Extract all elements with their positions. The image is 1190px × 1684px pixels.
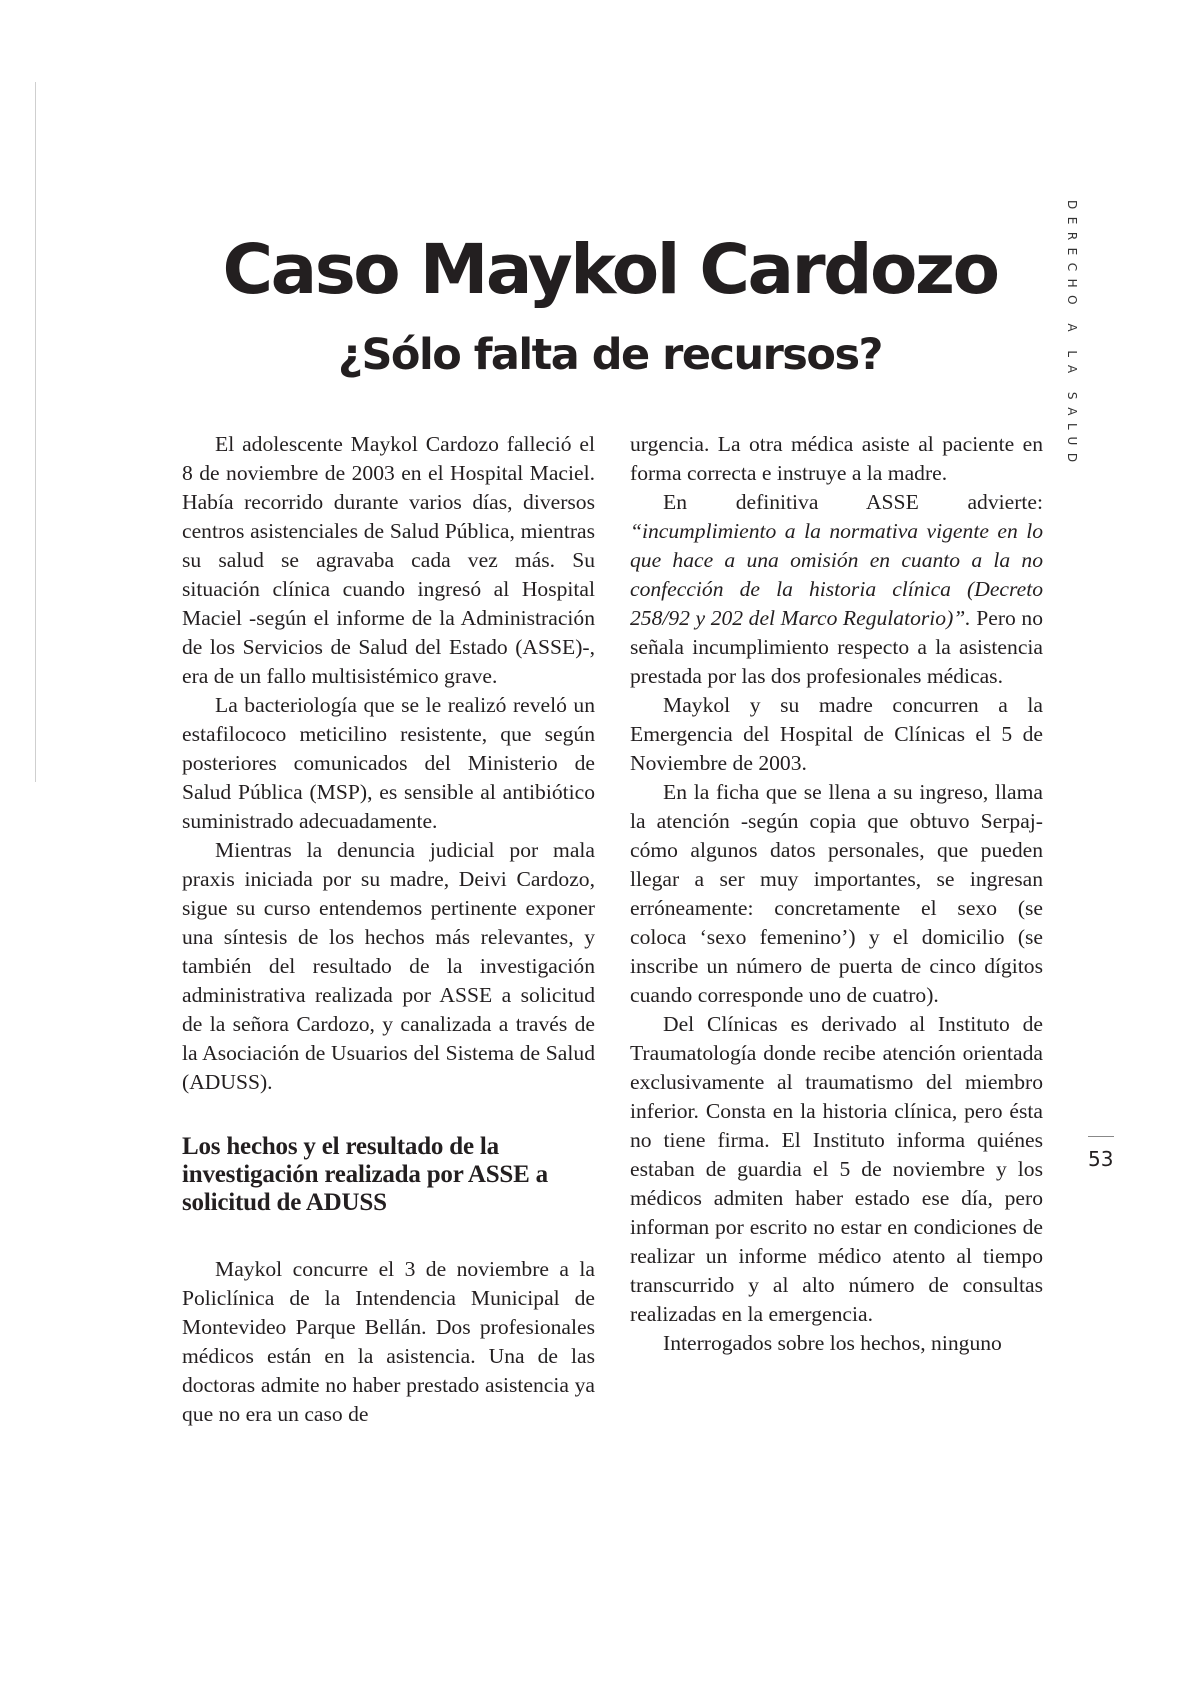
quote-tail: Pero no señala incumplimiento respecto a la asistencia prestada por las dos profesionales médicas. [630,606,1043,688]
paragraph: Interrogados sobre los hechos, ninguno [663,1331,1002,1355]
paragraph-with-quote [630,488,1043,691]
paragraph: Del Clínicas es derivado al Instituto de Traumatología donde recibe atención orientada exclusivamente al traumatismo del miembro inferior. Consta en la historia clínica, pero ésta no tiene firma. El Instituto informa quiénes estaban de guardia el 5 de noviembre y los médicos admiten haber estado ese día, pero informan por escrito no estar en condiciones de realizar un informe médico atento al tiempo transcurrido y al alto número de consultas realizadas en la emergencia. [630,1012,1043,1326]
running-head: DERECHO A LA SALUD [1065,200,1079,470]
paragraph: La bacteriología que se le realizó reveló un estafilococo meticilino resistente, que según posteriores comunicados del Ministerio de Salud Pública (MSP), es sensible al antibiótico suministrado adecuadamente. [182,693,595,833]
quoted-text: “incumplimiento a la normativa vigente en lo que hace a una omisión en cuanto a la no confección de la historia clínica (Decreto 258/92 y 202 del Marco Regulatorio)”. [630,519,1043,630]
page-number-rule [1088,1136,1114,1137]
quote-lead: En definitiva ASSE advierte: [663,490,1043,514]
paragraph: Maykol concurre el 3 de noviembre a la Policlínica de la Intendencia Municipal de Montevideo Parque Bellán. Dos profesionales médicos están en la asistencia. Una de las doctoras admite no haber prestado asistencia ya que no era un caso de [182,1257,595,1426]
paragraph: urgencia. La otra médica asiste al paciente en forma correcta e instruye a la madre. [630,432,1043,485]
paragraph: El adolescente Maykol Cardozo falleció el 8 de noviembre de 2003 en el Hospital Maciel. Había recorrido durante varios días, diversos centros asistenciales de Salud Pública, mientras su salud se agravaba cada vez más. Su situación clínica cuando ingresó al Hospital Maciel -según el informe de la Administración de los Servicios de Salud del Estado (ASSE)-, era de un fallo multisistémico grave. [182,432,595,688]
right-column [630,430,1043,1358]
left-column [182,430,595,1429]
article-subtitle: ¿Sólo falta de recursos? [338,330,882,380]
article-title: Caso Maykol Cardozo [222,230,998,310]
page-edge-line [35,82,36,782]
paragraph: En la ficha que se llena a su ingreso, llama la atención -según copia que obtuvo Serpaj- cómo algunos datos personales, que pueden llegar a ser muy importantes, se ingresan erróneamente: concretamente el sexo (se coloca ‘sexo femenino’) y el domicilio (se inscribe un número de puerta de cinco dígitos cuando corresponde uno de cuatro). [630,780,1043,1007]
page-number: 53 [1088,1147,1114,1171]
paragraph: Maykol y su madre concurren a la Emergencia del Hospital de Clínicas el 5 de Noviembre de 2003. [630,693,1043,775]
section-heading: Los hechos y el resultado de la investigación realizada por ASSE a solicitud de ADUSS [182,1133,548,1216]
paragraph: Mientras la denuncia judicial por mala praxis iniciada por su madre, Deivi Cardozo, sigue su curso entendemos pertinente exponer una síntesis de los hechos más relevantes, y también del resultado de la investigación administrativa realizada por ASSE a solicitud de la señora Cardozo, y canalizada a través de la Asociación de Usuarios del Sistema de Salud (ADUSS). [182,838,595,1094]
